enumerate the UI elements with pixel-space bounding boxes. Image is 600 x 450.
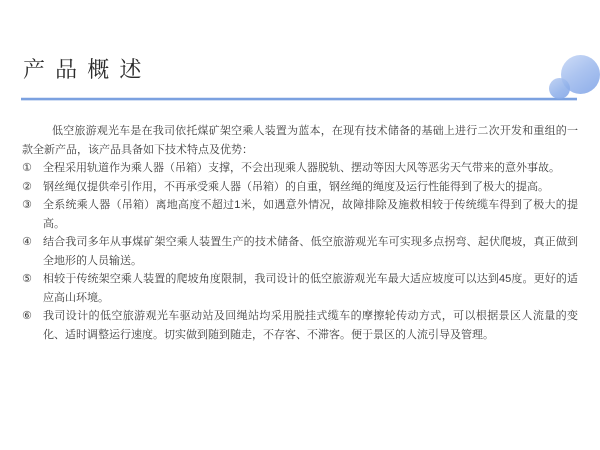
feature-number: ⑥ [22,310,32,322]
feature-number: ④ [22,236,32,248]
feature-text: 钢丝绳仅提供牵引作用，不再承受乘人器（吊箱）的自重，钢丝绳的绳度及运行性能得到了极大的提高。 [43,180,549,193]
feature-item [22,159,578,178]
decorative-circle-small [549,78,570,99]
page-title: 产 品 概 述 [23,57,144,82]
feature-item [22,233,578,270]
feature-item [22,270,578,307]
feature-text: 全系统乘人器（吊箱）离地高度不超过1米，如遇意外情况，故障排除及施救相较于传统缆车得到了极大的提高。 [43,199,578,230]
feature-number: ② [22,180,32,193]
feature-text: 我司设计的低空旅游观光车驱动站及回绳站均采用脱挂式缆车的摩擦轮传动方式，可以根据景区人流量的变化、适时调整运行速度。切实做到随到随走，不存客、不滞客。便于景区的人流引导及管理。 [43,310,578,341]
feature-text: 相较于传统架空乘人装置的爬坡角度限制，我司设计的低空旅游观光车最大适应坡度可以达到45度。更好的适应高山环境。 [43,273,578,304]
title-underline [21,98,577,100]
feature-item [22,307,578,344]
feature-list [22,159,578,344]
feature-number: ⑤ [22,273,32,285]
slide-body [22,122,578,344]
feature-item [22,196,578,233]
feature-item [22,178,578,197]
feature-number: ③ [22,199,32,211]
feature-number: ① [22,162,32,174]
feature-text: 结合我司多年从事煤矿架空乘人装置生产的技术储备、低空旅游观光车可实现多点拐弯、起伏爬坡，真正做到全地形的人员输送。 [43,236,578,267]
feature-text: 全程采用轨道作为乘人器（吊箱）支撑，不会出现乘人器脱轨、摆动等因大风等恶劣天气带来的意外事故。 [43,162,560,174]
intro-paragraph: 低空旅游观光车是在我司依托煤矿架空乘人装置为蓝本，在现有技术储备的基础上进行二次开发和重组的一款全新产品，该产品具备如下技术特点及优势： [22,125,578,156]
